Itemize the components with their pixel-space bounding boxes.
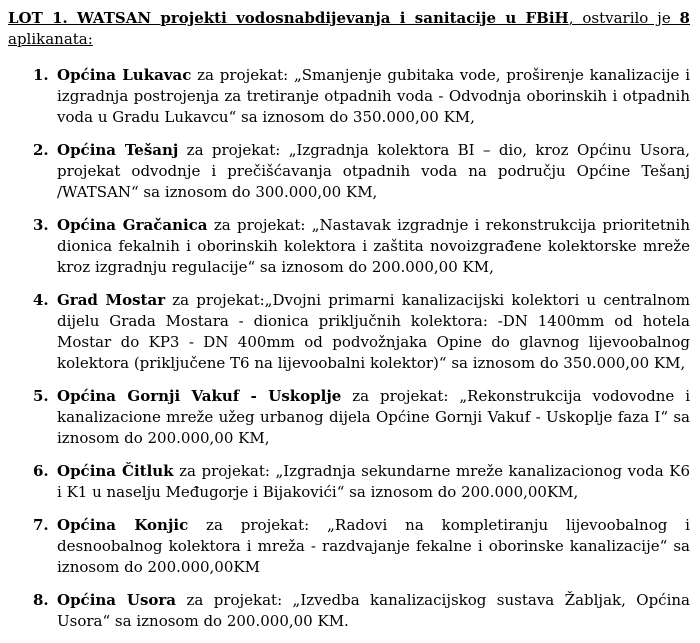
heading-regular-tail: aplikanata: bbox=[8, 30, 93, 48]
list-item-6 bbox=[8, 461, 690, 503]
item-text: za projekat: „Smanjenje gubitaka vode, proširenje kanalizacije i izgradnja postrojenja za tretiranje otpadnih voda - Odvodnja oborinskih i otpadnih voda u Gradu Lukavcu“ sa iznosom do 350.000,00 KM, bbox=[57, 66, 690, 126]
item-number: 8. bbox=[33, 591, 49, 609]
item-municipality: Općina Konjic bbox=[57, 516, 189, 534]
item-text: za projekat: „Radovi na kompletiranju lijevoobalnog i desnoobalnog kolektora i mreža - razdvajanje fekalne i oborinske kanalizacije“ sa iznosom do 200.000,00KM bbox=[57, 516, 690, 576]
item-number: 2. bbox=[33, 141, 49, 159]
item-municipality: Općina Tešanj bbox=[57, 141, 179, 159]
item-text: za projekat: „Rekonstrukcija vodovodne i kanalizacione mreže užeg urbanog dijela Općine Gornji Vakuf - Uskoplje faza I“ sa iznosom do 200.000,00 KM, bbox=[57, 387, 690, 447]
list-item-7 bbox=[8, 515, 690, 578]
applicant-list bbox=[8, 65, 690, 632]
item-text: za projekat: „Izgradnja kolektora BI – dio, kroz Općinu Usora, projekat odvodnje i prečišćavanja otpadnih voda na području Općine Tešanj /WATSAN“ sa iznosom do 300.000,00 KM, bbox=[57, 141, 690, 201]
item-number: 7. bbox=[33, 516, 49, 534]
item-number: 1. bbox=[33, 66, 49, 84]
item-text: za projekat: „Izvedba kanalizacijskog sustava Žabljak, Općina Usora“ sa iznosom do 200.000,00 KM. bbox=[57, 591, 690, 630]
item-municipality: Općina Gračanica bbox=[57, 216, 208, 234]
list-item-3 bbox=[8, 215, 690, 278]
heading-bold-count: 8 bbox=[679, 9, 690, 27]
item-number: 4. bbox=[33, 291, 49, 309]
item-number: 3. bbox=[33, 216, 49, 234]
list-item-2 bbox=[8, 140, 690, 203]
item-text: za projekat: „Izgradnja sekundarne mreže kanalizacionog voda K6 i K1 u naselju Međugorje i Bijakovići“ sa iznosom do 200.000,00KM, bbox=[57, 462, 691, 501]
list-item-5 bbox=[8, 386, 690, 449]
item-municipality: Općina Usora bbox=[57, 591, 177, 609]
item-text: za projekat: „Nastavak izgradnje i rekonstrukcija prioritetnih dionica fekalnih i oborinskih kolektora i zaštita novoizgrađene kolektorske mreže kroz izgradnju regulacije“ sa iznosom do 200.000,00 KM, bbox=[57, 216, 690, 276]
heading-bold-main: LOT 1. WATSAN projekti vodosnabdijevanja i sanitacije u FBiH bbox=[8, 9, 569, 27]
item-municipality: Općina Čitluk bbox=[57, 462, 174, 480]
item-text: za projekat:„Dvojni primarni kanalizacijski kolektori u centralnom dijelu Grada Mostara - dionica priključnih kolektora: -DN 1400mm od hotela Mostar do KP3 - DN 400mm od podvožnjaka Opine do glavnog lijevoobalnog kolektora (priključene T6 na lijevoobalni kolektor)“ sa iznosom do 350.000,00 KM, bbox=[57, 291, 690, 372]
list-item-4 bbox=[8, 290, 690, 374]
item-municipality: Općina Gornji Vakuf - Uskoplje bbox=[57, 387, 342, 405]
item-number: 5. bbox=[33, 387, 49, 405]
document-heading bbox=[8, 8, 690, 50]
item-number: 6. bbox=[33, 462, 49, 480]
list-item-8 bbox=[8, 590, 690, 632]
item-municipality: Grad Mostar bbox=[57, 291, 166, 309]
list-item-1 bbox=[8, 65, 690, 128]
item-municipality: Općina Lukavac bbox=[57, 66, 192, 84]
heading-regular-mid: , ostvarilo je bbox=[568, 9, 680, 27]
